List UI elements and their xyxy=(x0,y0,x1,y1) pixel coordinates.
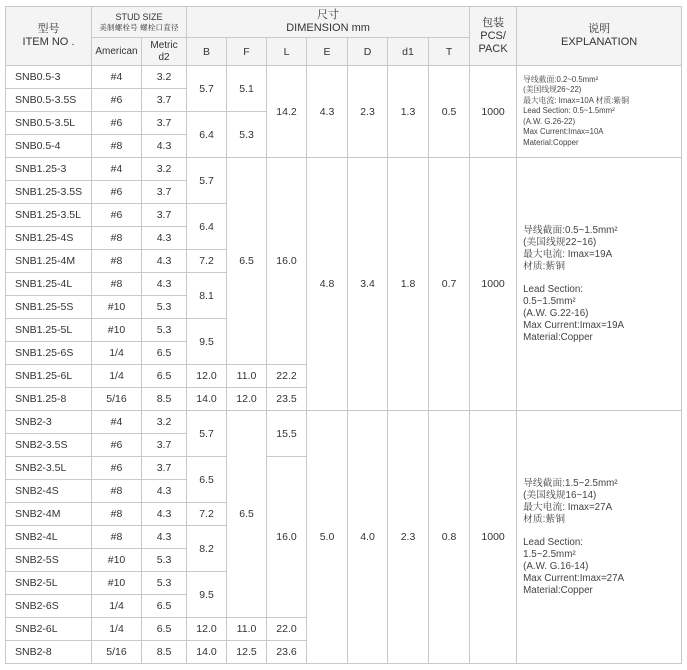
e-cell: 4.3 xyxy=(307,66,348,158)
spec-table xyxy=(5,6,682,664)
metric-cell: 4.3 xyxy=(142,503,187,526)
item-cell: SNB1.25-4S xyxy=(6,227,92,250)
b-cell: 5.7 xyxy=(187,158,227,204)
f-cell: 11.0 xyxy=(227,618,267,641)
l-cell: 14.2 xyxy=(267,66,307,158)
metric-cell: 3.2 xyxy=(142,158,187,181)
e-cell: 4.8 xyxy=(307,158,348,411)
col-header-t: T xyxy=(429,38,470,66)
explanation-header-cn: 说明 xyxy=(588,23,611,35)
b-cell: 12.0 xyxy=(187,365,227,388)
d1-cell: 1.8 xyxy=(388,158,429,411)
american-cell: #8 xyxy=(92,526,142,549)
d-cell: 3.4 xyxy=(348,158,388,411)
metric-cell: 4.3 xyxy=(142,526,187,549)
american-cell: #6 xyxy=(92,204,142,227)
item-cell: SNB2-3.5L xyxy=(6,457,92,480)
metric-cell: 4.3 xyxy=(142,135,187,158)
explanation-line: 材质:紫铜 xyxy=(523,260,566,272)
metric-cell: 6.5 xyxy=(142,342,187,365)
american-cell: #10 xyxy=(92,319,142,342)
american-cell: #10 xyxy=(92,296,142,319)
pack-header-en: PCS/ xyxy=(480,29,506,42)
d-cell: 2.3 xyxy=(348,66,388,158)
explanation-line: Max Current:Imax=19A xyxy=(523,319,625,331)
metric-cell: 6.5 xyxy=(142,618,187,641)
explanation-cell xyxy=(517,66,682,158)
item-cell: SNB0.5-3.5L xyxy=(6,112,92,135)
dimension-header-en: DIMENSION mm xyxy=(286,22,370,34)
item-cell: SNB1.25-4L xyxy=(6,273,92,296)
d1-cell: 2.3 xyxy=(388,411,429,664)
metric-cell: 5.3 xyxy=(142,572,187,595)
t-cell: 0.7 xyxy=(429,158,470,411)
metric-cell: 4.3 xyxy=(142,273,187,296)
american-cell: #8 xyxy=(92,135,142,158)
item-cell: SNB2-3 xyxy=(6,411,92,434)
item-cell: SNB1.25-3 xyxy=(6,158,92,181)
american-cell: #6 xyxy=(92,181,142,204)
metric-cell: 5.3 xyxy=(142,319,187,342)
f-cell: 11.0 xyxy=(227,365,267,388)
item-cell: SNB1.25-3.5L xyxy=(6,204,92,227)
metric-cell: 3.7 xyxy=(142,89,187,112)
metric-label: Metric xyxy=(150,39,178,51)
table-row xyxy=(6,158,682,181)
item-cell: SNB2-4M xyxy=(6,503,92,526)
explanation-line: (A.W. G.16-14) xyxy=(523,560,589,572)
american-cell: #8 xyxy=(92,503,142,526)
explanation-gap xyxy=(523,526,677,537)
metric-cell: 5.3 xyxy=(142,549,187,572)
col-header-e: E xyxy=(307,38,348,66)
metric-cell: 8.5 xyxy=(142,641,187,664)
explanation-line: 导线截面:1.5~2.5mm² xyxy=(523,477,618,489)
b-cell: 9.5 xyxy=(187,319,227,365)
b-cell: 9.5 xyxy=(187,572,227,618)
explanation-header xyxy=(517,7,682,66)
dimension-header-cn: 尺寸 xyxy=(317,9,340,21)
explanation-line: 最大电流: Imax=27A xyxy=(523,501,613,513)
explanation-line: (A.W. G.22-16) xyxy=(523,307,589,319)
item-cell: SNB1.25-6L xyxy=(6,365,92,388)
american-cell: #8 xyxy=(92,250,142,273)
explanation-line: 0.5~1.5mm² xyxy=(523,295,576,307)
american-cell: #6 xyxy=(92,434,142,457)
item-cell: SNB0.5-3.5S xyxy=(6,89,92,112)
f-cell: 5.3 xyxy=(227,112,267,158)
stud-size-label: STUD SIZE xyxy=(115,11,163,22)
f-cell: 12.5 xyxy=(227,641,267,664)
american-cell: #8 xyxy=(92,273,142,296)
item-cell: SNB0.5-4 xyxy=(6,135,92,158)
item-cell: SNB2-8 xyxy=(6,641,92,664)
american-cell: #8 xyxy=(92,227,142,250)
metric-cell: 3.7 xyxy=(142,457,187,480)
t-cell: 0.8 xyxy=(429,411,470,664)
american-cell: #10 xyxy=(92,549,142,572)
item-cell: SNB2-6L xyxy=(6,618,92,641)
f-cell: 5.1 xyxy=(227,66,267,112)
american-cell: #4 xyxy=(92,66,142,89)
l-cell: 23.6 xyxy=(267,641,307,664)
item-cell: SNB1.25-3.5S xyxy=(6,181,92,204)
b-cell: 12.0 xyxy=(187,618,227,641)
b-cell: 7.2 xyxy=(187,503,227,526)
metric-cell: 4.3 xyxy=(142,250,187,273)
pack-cell: 1000 xyxy=(470,158,517,411)
stud-size-sub-label: 美制螺栓号 螺栓口直径 xyxy=(99,22,179,32)
metric-cell: 3.2 xyxy=(142,66,187,89)
explanation-line: (美国线规16~14) xyxy=(523,489,597,501)
explanation-cell xyxy=(517,158,682,411)
item-cell: SNB1.25-8 xyxy=(6,388,92,411)
t-cell: 0.5 xyxy=(429,66,470,158)
item-cell: SNB2-4L xyxy=(6,526,92,549)
explanation-line: Lead Section: xyxy=(523,536,584,548)
explanation-line: (美国线规26~22) xyxy=(523,85,582,95)
b-cell: 6.5 xyxy=(187,457,227,503)
american-cell: 1/4 xyxy=(92,342,142,365)
e-cell: 5.0 xyxy=(307,411,348,664)
metric-cell: 3.7 xyxy=(142,434,187,457)
explanation-cell xyxy=(517,411,682,664)
item-header xyxy=(6,7,92,66)
pack-header xyxy=(470,7,517,66)
l-cell: 15.5 xyxy=(267,411,307,457)
explanation-line: Lead Section: xyxy=(523,283,584,295)
item-cell: SNB2-5L xyxy=(6,572,92,595)
dimension-header xyxy=(187,7,470,38)
american-cell: 5/16 xyxy=(92,388,142,411)
item-header-en: ITEM NO . xyxy=(22,36,75,48)
table-row xyxy=(6,411,682,434)
pack-header-cn: 包装 xyxy=(482,16,505,29)
l-cell: 23.5 xyxy=(267,388,307,411)
explanation-line: 导线截面:0.5~1.5mm² xyxy=(523,224,618,236)
pack-cell: 1000 xyxy=(470,411,517,664)
item-header-cn: 型号 xyxy=(37,23,60,35)
d-cell: 4.0 xyxy=(348,411,388,664)
american-header xyxy=(92,38,142,66)
explanation-line: Max Current:Imax=27A xyxy=(523,572,625,584)
explanation-line: 最大电流: Imax=19A xyxy=(523,248,613,260)
item-cell: SNB2-3.5S xyxy=(6,434,92,457)
metric-header xyxy=(142,38,187,66)
explanation-line: 材质:紫铜 xyxy=(523,513,566,525)
explanation-line: 最大电流: Imax=10A 材质:紫铜 xyxy=(523,95,630,105)
item-cell: SNB1.25-5L xyxy=(6,319,92,342)
metric-cell: 4.3 xyxy=(142,480,187,503)
b-cell: 6.4 xyxy=(187,204,227,250)
item-cell: SNB1.25-4M xyxy=(6,250,92,273)
american-cell: #8 xyxy=(92,480,142,503)
l-cell: 16.0 xyxy=(267,457,307,618)
col-header-b: B xyxy=(187,38,227,66)
item-cell: SNB2-5S xyxy=(6,549,92,572)
american-cell: 1/4 xyxy=(92,595,142,618)
metric-cell: 3.2 xyxy=(142,411,187,434)
american-cell: #6 xyxy=(92,457,142,480)
american-cell: 1/4 xyxy=(92,365,142,388)
b-cell: 5.7 xyxy=(187,66,227,112)
l-cell: 22.2 xyxy=(267,365,307,388)
b-cell: 5.7 xyxy=(187,411,227,457)
explanation-line: Lead Section: 0.5~1.5mm² xyxy=(523,106,615,116)
metric-cell: 6.5 xyxy=(142,595,187,618)
item-cell: SNB1.25-5S xyxy=(6,296,92,319)
metric-cell: 8.5 xyxy=(142,388,187,411)
stud-size-header xyxy=(92,7,187,38)
explanation-gap xyxy=(523,273,677,284)
f-cell: 6.5 xyxy=(227,411,267,618)
metric-cell: 3.7 xyxy=(142,181,187,204)
col-header-d1: d1 xyxy=(388,38,429,66)
metric-cell: 5.3 xyxy=(142,296,187,319)
explanation-line: (A.W. G.26-22) xyxy=(523,116,576,126)
explanation-header-en: EXPLANATION xyxy=(560,36,638,48)
pack-cell: 1000 xyxy=(470,66,517,158)
american-cell: #4 xyxy=(92,411,142,434)
item-cell: SNB2-4S xyxy=(6,480,92,503)
explanation-line: Material:Copper xyxy=(523,331,593,343)
table-row xyxy=(6,66,682,89)
american-cell: #10 xyxy=(92,572,142,595)
b-cell: 6.4 xyxy=(187,112,227,158)
b-cell: 14.0 xyxy=(187,388,227,411)
explanation-line: Material:Copper xyxy=(523,137,579,147)
l-cell: 16.0 xyxy=(267,158,307,365)
f-cell: 12.0 xyxy=(227,388,267,411)
item-cell: SNB0.5-3 xyxy=(6,66,92,89)
american-cell: 5/16 xyxy=(92,641,142,664)
american-cell: 1/4 xyxy=(92,618,142,641)
pack-header-en-2: PACK xyxy=(478,42,508,55)
american-label: American xyxy=(95,45,138,57)
d2-label: d2 xyxy=(158,51,170,63)
american-cell: #4 xyxy=(92,158,142,181)
f-cell: 6.5 xyxy=(227,158,267,365)
item-cell: SNB2-6S xyxy=(6,595,92,618)
d1-cell: 1.3 xyxy=(388,66,429,158)
col-header-f: F xyxy=(227,38,267,66)
b-cell: 7.2 xyxy=(187,250,227,273)
metric-cell: 4.3 xyxy=(142,227,187,250)
explanation-line: Material:Copper xyxy=(523,584,593,596)
american-cell: #6 xyxy=(92,112,142,135)
b-cell: 14.0 xyxy=(187,641,227,664)
col-header-l: L xyxy=(267,38,307,66)
b-cell: 8.2 xyxy=(187,526,227,572)
metric-cell: 3.7 xyxy=(142,204,187,227)
explanation-line: 导线截面:0.2~0.5mm² xyxy=(523,74,599,84)
metric-cell: 3.7 xyxy=(142,112,187,135)
metric-cell: 6.5 xyxy=(142,365,187,388)
explanation-line: (美国线规22~16) xyxy=(523,236,597,248)
american-cell: #6 xyxy=(92,89,142,112)
l-cell: 22.0 xyxy=(267,618,307,641)
b-cell: 8.1 xyxy=(187,273,227,319)
explanation-line: 1.5~2.5mm² xyxy=(523,548,576,560)
col-header-d: D xyxy=(348,38,388,66)
item-cell: SNB1.25-6S xyxy=(6,342,92,365)
explanation-line: Max Current:Imax=10A xyxy=(523,127,604,137)
